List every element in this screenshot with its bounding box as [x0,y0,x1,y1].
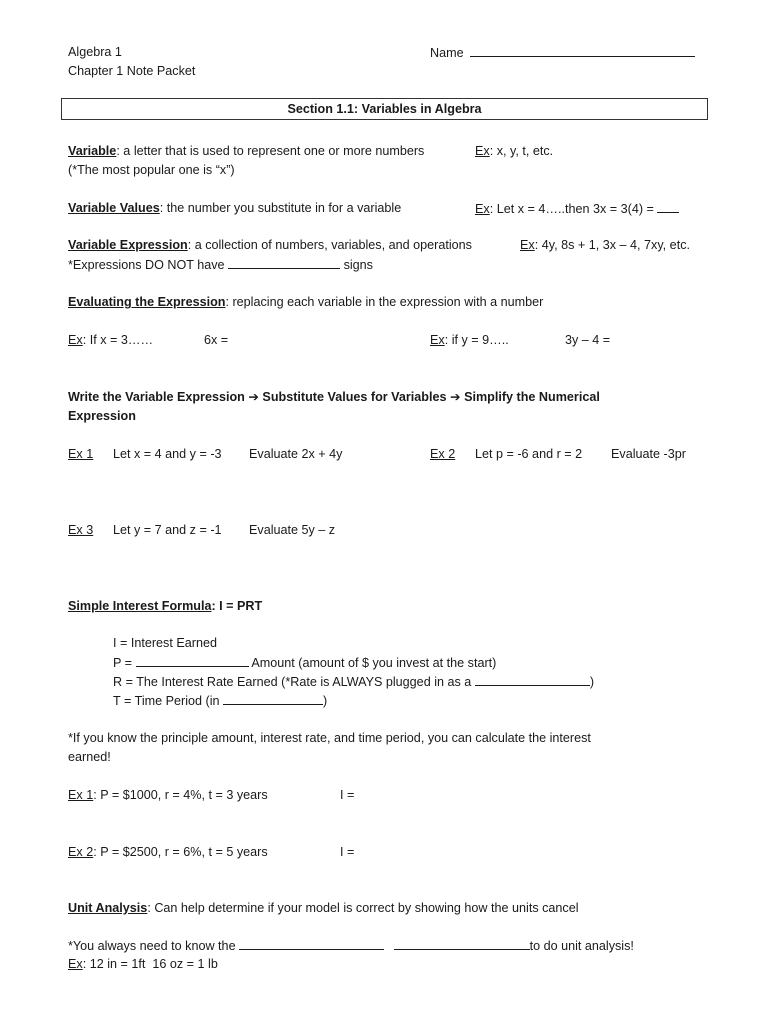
variable-values-definition-text: : the number you substitute in for a variable [159,201,402,215]
interest-ex1-text: : P = $1000, r = 4%, t = 3 years [93,788,268,802]
example-given: Let x = 4 and y = -3 [113,447,222,461]
variable-example [475,143,553,159]
interest-ex2-result: I = [340,845,355,859]
unit-analysis-example [68,956,218,972]
variable-definition-text: : a letter that is used to represent one or more numbers [116,144,425,158]
interest-ex1 [68,787,268,803]
variable-expression-note [68,256,373,273]
variable-ex-text: : x, y, t, etc. [489,144,554,158]
interest-ex1-label: Ex 1 [68,788,94,802]
interest-r-before: R = The Interest Rate Earned (*Rate is ALWAYS plugged in as a [113,675,472,689]
unit-analysis-definition [68,900,579,916]
packet-title: Chapter 1 Note Packet [68,64,196,78]
unit-note-blank-2 [394,937,530,950]
evaluating-ex2-expr: 3y – 4 = [565,333,611,347]
interest-r-blank [475,673,590,686]
variable-values-ex-text: : Let x = 4…..then 3x = 3(4) = [489,202,654,216]
interest-ex2-label: Ex 2 [68,845,94,859]
interest-line-r [113,673,594,690]
variable-expression-ex-label: Ex [520,238,535,252]
example-label: Ex 2 [430,447,456,461]
step-1: Write the Variable Expression [68,390,245,404]
unit-ex-label: Ex [68,957,83,971]
evaluating-definition [68,294,543,310]
expression-note-before: *Expressions DO NOT have [68,258,225,272]
course-title: Algebra 1 [68,45,122,59]
unit-analysis-term: Unit Analysis [68,901,148,915]
section-title: Section 1.1: Variables in Algebra [61,98,708,120]
interest-t-after: ) [323,694,328,708]
variable-values-definition [68,200,401,216]
interest-formula: : I = PRT [211,599,263,613]
unit-ex-text: : 12 in = 1ft 16 oz = 1 lb [82,957,218,971]
unit-note-after: to do unit analysis! [529,939,634,953]
interest-note-line1: *If you know the principle amount, interest rate, and time period, you can calculate the interest [68,731,591,745]
example-given: Let p = -6 and r = 2 [475,447,583,461]
example-task: Evaluate 5y – z [249,523,336,537]
interest-t-before: T = Time Period (in [113,694,220,708]
evaluating-ex2-text: : if y = 9….. [444,333,509,347]
name-label: Name [430,46,464,60]
interest-note-line2: earned! [68,750,111,764]
interest-heading [68,598,262,614]
step-3: Simplify the Numerical [464,390,600,404]
variable-expression-term: Variable Expression [68,238,188,252]
steps-line [68,389,600,405]
interest-ex1-result: I = [340,788,355,802]
unit-note-blank-1 [239,937,384,950]
interest-line-i: I = Interest Earned [113,636,217,650]
variable-term: Variable [68,144,117,158]
variable-values-blank [657,200,679,213]
variable-note: (*The most popular one is “x”) [68,163,235,177]
name-field [430,44,695,61]
interest-p-blank [136,654,249,667]
interest-line-t [113,692,327,709]
variable-ex-label: Ex [475,144,490,158]
evaluating-definition-text: : replacing each variable in the expression with a number [225,295,544,309]
arrow-icon: ➔ [450,390,461,404]
arrow-icon: ➔ [248,390,259,404]
interest-p-before: P = [113,656,133,670]
expression-note-blank [228,256,340,269]
evaluating-term: Evaluating the Expression [68,295,226,309]
variable-values-term: Variable Values [68,201,160,215]
example-label: Ex 1 [68,447,94,461]
example-given: Let y = 7 and z = -1 [113,523,222,537]
example-task: Evaluate -3pr [611,447,686,461]
interest-title: Simple Interest Formula [68,599,212,613]
expression-note-after: signs [343,258,373,272]
step-2: Substitute Values for Variables [262,390,447,404]
evaluating-ex1-expr: 6x = [204,333,229,347]
interest-line-p [113,654,496,671]
unit-note-before: *You always need to know the [68,939,236,953]
unit-analysis-note [68,937,634,954]
unit-analysis-definition-text: : Can help determine if your model is correct by showing how the units cancel [147,901,579,915]
example-task: Evaluate 2x + 4y [249,447,343,461]
evaluating-ex2 [430,332,509,348]
evaluating-ex2-label: Ex [430,333,445,347]
interest-ex2 [68,844,268,860]
interest-r-after: ) [589,675,595,689]
evaluating-ex1-text: : If x = 3…… [82,333,154,347]
interest-ex2-text: : P = $2500, r = 6%, t = 5 years [93,845,268,859]
step-3-continued: Expression [68,409,136,423]
variable-definition [68,143,424,159]
variable-expression-example [520,237,690,253]
name-blank [470,44,695,57]
variable-expression-definition-text: : a collection of numbers, variables, and operations [187,238,472,252]
variable-values-example [475,200,679,217]
variable-expression-definition [68,237,472,253]
variable-expression-ex-text: : 4y, 8s + 1, 3x – 4, 7xy, etc. [534,238,690,252]
interest-p-after: Amount (amount of $ you invest at the start) [251,656,497,670]
evaluating-ex1 [68,332,153,348]
interest-t-blank [223,692,323,705]
evaluating-ex1-label: Ex [68,333,83,347]
variable-values-ex-label: Ex [475,202,490,216]
example-label: Ex 3 [68,523,94,537]
